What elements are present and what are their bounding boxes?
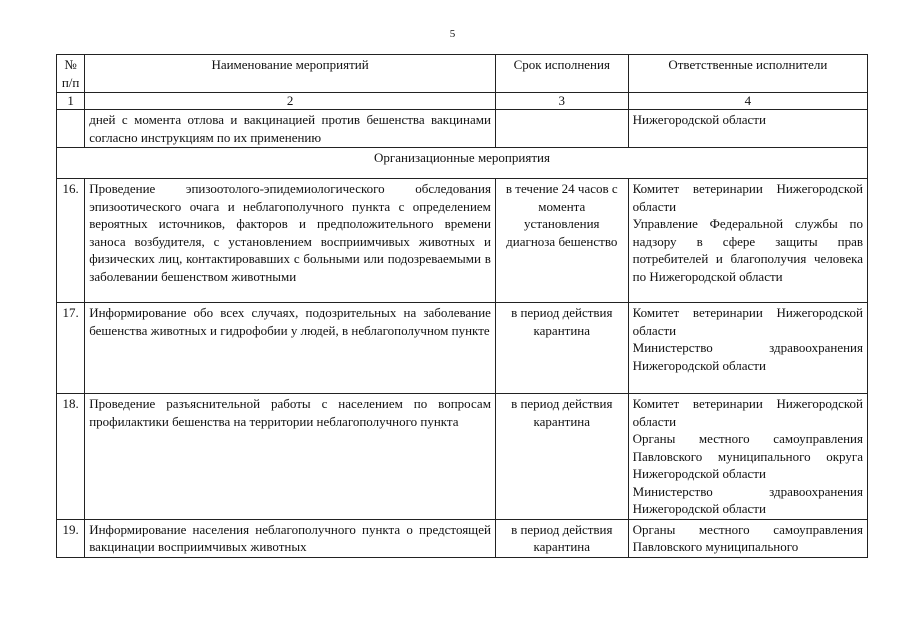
- row-name: Проведение эпизоотолого-эпидемиологического обследования эпизоотического очага и неблагополучного пункта с определением вероятных источников, факторов и предположительного времени заноса возбудителя, с установлением восприимчивых животных и физических лиц, контактировавших с больными или подозреваемыми в заболевании бешенством животными: [85, 179, 496, 303]
- row-responsible: [628, 303, 867, 394]
- row-term: в течение 24 часов с момента установления диагноза бешенство: [495, 179, 628, 303]
- responsible-entry: Органы местного самоуправления Павловского муниципального округа Нижегородской области: [632, 431, 863, 481]
- column-index: 4: [628, 93, 867, 110]
- column-index: 3: [495, 93, 628, 110]
- responsible-entry: Министерство здравоохранения Нижегородской области: [632, 483, 863, 516]
- row-responsible: [628, 179, 867, 303]
- continuation-row: [57, 110, 868, 148]
- row-term: в период действия карантина: [495, 519, 628, 557]
- row-responsible: [628, 519, 867, 557]
- continuation-name: дней с момента отлова и вакцинацией против бешенства вакцинами согласно инструкциям по их применению: [85, 110, 496, 148]
- responsible-entry: Комитет ветеринарии Нижегородской области: [632, 305, 863, 338]
- row-term: в период действия карантина: [495, 303, 628, 394]
- table-header-row: [57, 55, 868, 93]
- continuation-number: [57, 110, 85, 148]
- table-row: [57, 519, 868, 557]
- header-responsible: Ответственные исполнители: [628, 55, 867, 93]
- row-number: 18.: [57, 394, 85, 520]
- section-title: Организационные мероприятия: [57, 148, 868, 179]
- row-term: в период действия карантина: [495, 394, 628, 520]
- header-number: № п/п: [57, 55, 85, 93]
- continuation-term: [495, 110, 628, 148]
- row-responsible: [628, 394, 867, 520]
- row-number: 19.: [57, 519, 85, 557]
- row-number: 17.: [57, 303, 85, 394]
- continuation-responsible: Нижегородской области: [628, 110, 867, 148]
- row-number: 16.: [57, 179, 85, 303]
- responsible-entry: Органы местного самоуправления Павловского муниципального: [632, 521, 863, 554]
- row-name: Проведение разъяснительной работы с населением по вопросам профилактики бешенства на территории неблагополучного пункта: [85, 394, 496, 520]
- header-term: Срок исполнения: [495, 55, 628, 93]
- measures-table: [56, 54, 868, 558]
- page-number: 5: [449, 28, 456, 40]
- row-name: Информирование обо всех случаях, подозрительных на заболевание бешенства животных и гидрофобии у людей, в неблагополучном пункте: [85, 303, 496, 394]
- table-row: [57, 179, 868, 303]
- header-name: Наименование мероприятий: [85, 55, 496, 93]
- row-name: Информирование населения неблагополучного пункта о предстоящей вакцинации восприимчивых животных: [85, 519, 496, 557]
- column-index: 2: [85, 93, 496, 110]
- responsible-entry: Управление Федеральной службы по надзору в сфере защиты прав потребителей и благополучия человека по Нижегородской области: [632, 216, 863, 284]
- column-index: 1: [57, 93, 85, 110]
- column-index-row: [57, 93, 868, 110]
- responsible-entry: Комитет ветеринарии Нижегородской области: [632, 181, 863, 214]
- responsible-entry: Министерство здравоохранения Нижегородской области: [632, 340, 863, 373]
- table-row: [57, 303, 868, 394]
- table-row: [57, 394, 868, 520]
- responsible-entry: Комитет ветеринарии Нижегородской области: [632, 396, 863, 429]
- section-row: [57, 148, 868, 179]
